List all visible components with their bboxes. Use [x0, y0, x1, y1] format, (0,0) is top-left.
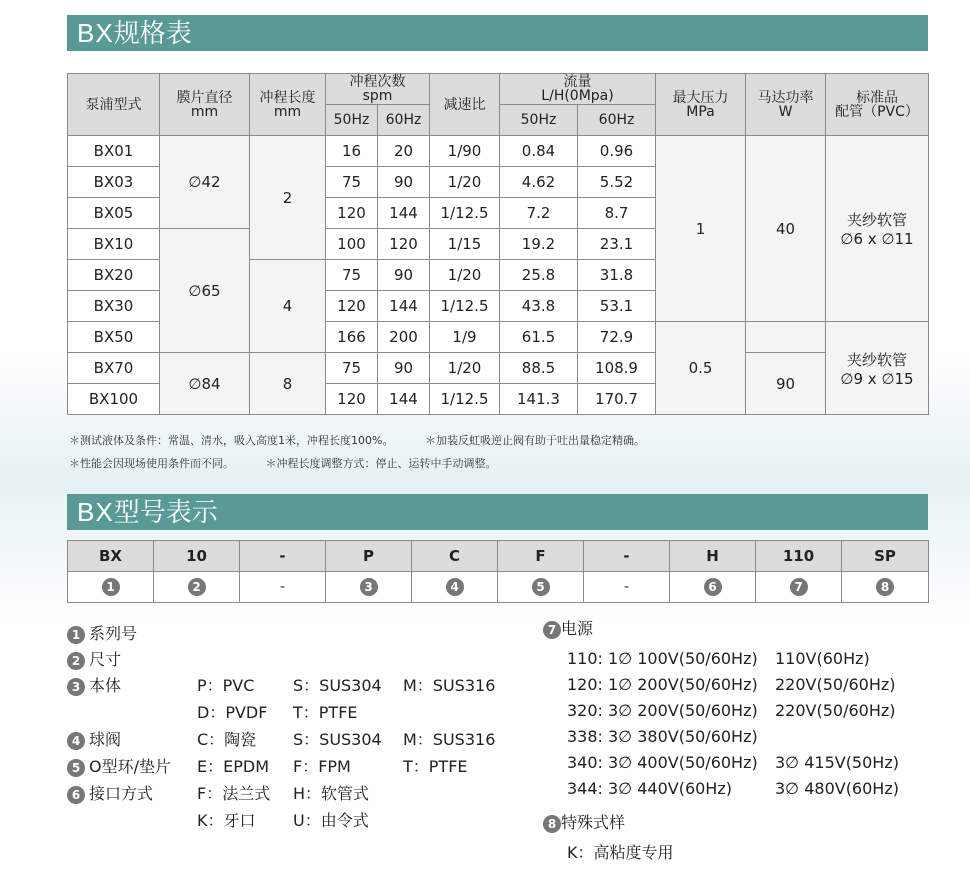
- cell-pressure: 0.5: [656, 322, 746, 415]
- model-code-row: [68, 541, 929, 572]
- cell-pressure: 1: [656, 136, 746, 322]
- cell-flow50: 4.62: [500, 167, 578, 198]
- cell-spm50: 120: [326, 384, 378, 415]
- special-option: K：高粘度专用: [567, 843, 674, 862]
- cell-model: BX20: [68, 260, 160, 291]
- number-badge: 3: [67, 678, 85, 696]
- header-model: 泵浦型式: [68, 74, 160, 136]
- cell-spm60: 90: [378, 167, 430, 198]
- mark-cell: [756, 572, 842, 603]
- mark-cell: [842, 572, 929, 603]
- cell-spm50: 75: [326, 167, 378, 198]
- cell-spm60: 20: [378, 136, 430, 167]
- model-code-banner: [67, 494, 928, 530]
- cell-diameter: ∅42: [160, 136, 250, 229]
- mark-cell: [326, 572, 412, 603]
- legend-item-special: 8 特殊式样: [543, 810, 625, 833]
- note-performance: ＊性能会因现场使用条件而不同。: [69, 457, 234, 470]
- cell-flow60: 23.1: [578, 229, 656, 260]
- cell-spm60: 90: [378, 260, 430, 291]
- cell-pipe: 夹纱软管 ∅9 x ∅15: [826, 322, 929, 415]
- number-badge: 5: [532, 578, 550, 596]
- cell-flow60: 170.7: [578, 384, 656, 415]
- cell-ratio: 1/9: [430, 322, 500, 353]
- banner-title: 规格表: [113, 19, 192, 49]
- mark-cell: [68, 572, 154, 603]
- legend-item-power: 7 电源: [543, 616, 593, 639]
- cell-ratio: 1/15: [430, 229, 500, 260]
- legend-item-oring: 5 O型环/垫片 E：EPDM F：FPM T：PTFE: [67, 754, 527, 777]
- table-row: [68, 353, 929, 384]
- cell-spm50: 166: [326, 322, 378, 353]
- cell-power: 90: [746, 353, 826, 415]
- code-cell: BX: [68, 541, 154, 572]
- cell-ratio: 1/12.5: [430, 198, 500, 229]
- cell-model: BX50: [68, 322, 160, 353]
- cell-model: BX05: [68, 198, 160, 229]
- header-spm-50hz: 50Hz: [326, 105, 378, 136]
- number-badge: 1: [67, 626, 85, 644]
- code-cell: -: [584, 541, 670, 572]
- cell-spm60: 200: [378, 322, 430, 353]
- cell-spm50: 120: [326, 198, 378, 229]
- mark-cell: -: [584, 572, 670, 603]
- cell-spm60: 144: [378, 291, 430, 322]
- number-badge: 5: [67, 759, 85, 777]
- code-cell: H: [670, 541, 756, 572]
- cell-spm50: 75: [326, 260, 378, 291]
- cell-flow60: 0.96: [578, 136, 656, 167]
- cell-spm50: 120: [326, 291, 378, 322]
- banner-bx: BX: [77, 18, 114, 48]
- legend-right: 7 电源 110: 1∅ 100V(50/60Hz) 110V(60Hz) 120: 1∅ 200V(50/60Hz) 220V(50/60Hz) 320: 3∅ 200V(50/60Hz) 220V(50/60Hz) 338: 3∅ 380V(50/60Hz) 340: 3∅ 400V(50/60Hz) 3∅ 415V(50Hz) 344: 3∅ 440V(60Hz) 3∅ 480V(60Hz) 8 特殊式样 K：高粘度专用: [543, 616, 943, 856]
- header-stroke: 冲程长度 mm: [250, 74, 326, 136]
- header-diameter: 膜片直径 mm: [160, 74, 250, 136]
- code-cell: F: [498, 541, 584, 572]
- spec-table-banner: [67, 15, 928, 51]
- cell-model: BX03: [68, 167, 160, 198]
- cell-spm60: 144: [378, 198, 430, 229]
- mark-cell: [154, 572, 240, 603]
- cell-pipe: 夹纱软管 ∅6 x ∅11: [826, 136, 929, 322]
- number-badge: 6: [704, 578, 722, 596]
- header-spm-60hz: 60Hz: [378, 105, 430, 136]
- banner-title: 型号表示: [113, 498, 218, 528]
- cell-stroke: 2: [250, 136, 326, 260]
- mark-cell: [670, 572, 756, 603]
- cell-ratio: 1/12.5: [430, 384, 500, 415]
- code-cell: -: [240, 541, 326, 572]
- cell-flow50: 25.8: [500, 260, 578, 291]
- cell-flow50: 141.3: [500, 384, 578, 415]
- number-badge: 4: [446, 578, 464, 596]
- legend-item-ball-valve: 4 球阀 C：陶瓷 S：SUS304 M：SUS316: [67, 727, 527, 750]
- banner-bx: BX: [77, 497, 114, 527]
- cell-diameter: ∅65: [160, 229, 250, 353]
- header-pipe: 标准品 配管（PVC）: [826, 74, 929, 136]
- cell-flow60: 53.1: [578, 291, 656, 322]
- cell-flow60: 108.9: [578, 353, 656, 384]
- number-badge: 2: [67, 652, 85, 670]
- number-badge: 7: [790, 578, 808, 596]
- header-flow-50hz: 50Hz: [500, 105, 578, 136]
- cell-ratio: 1/12.5: [430, 291, 500, 322]
- header-pressure: 最大压力 MPa: [656, 74, 746, 136]
- cell-spm50: 75: [326, 353, 378, 384]
- cell-power: 40: [746, 136, 826, 322]
- cell-flow50: 19.2: [500, 229, 578, 260]
- note-check-valve: ＊加装反虹吸逆止阀有助于吐出量稳定精确。: [424, 434, 645, 447]
- legend-item-connection: 6 接口方式 F：法兰式 H：软管式: [67, 781, 527, 804]
- cell-ratio: 1/20: [430, 167, 500, 198]
- cell-flow50: 61.5: [500, 322, 578, 353]
- cell-flow60: 8.7: [578, 198, 656, 229]
- cell-spm50: 100: [326, 229, 378, 260]
- legend-item-series: 1 系列号: [67, 621, 137, 644]
- cell-stroke: 8: [250, 353, 326, 415]
- cell-flow50: 88.5: [500, 353, 578, 384]
- cell-flow50: 7.2: [500, 198, 578, 229]
- cell-spm60: 120: [378, 229, 430, 260]
- code-cell: P: [326, 541, 412, 572]
- cell-power-empty: [746, 322, 826, 353]
- cell-model: BX01: [68, 136, 160, 167]
- cell-model: BX30: [68, 291, 160, 322]
- header-spm: 冲程次数 spm: [326, 74, 430, 105]
- cell-ratio: 1/20: [430, 260, 500, 291]
- cell-flow50: 43.8: [500, 291, 578, 322]
- number-badge: 3: [360, 578, 378, 596]
- cell-spm50: 16: [326, 136, 378, 167]
- legend-left: 1 系列号 2 尺寸 3 本体 P：PVC S：SUS304 M：SUS316 D：PVDF T：PTFE 4 球阀 C：陶瓷 S：SUS304 M：SUS316 5 O型环/垫片 E：EPDM F：FPM T：PTFE 6 接口方式 F：法兰式 H：软管式 K：牙口 U：由令式: [67, 621, 527, 831]
- spec-header-row: [68, 74, 929, 105]
- note-test-conditions: ＊测试液体及条件：常温、清水，吸入高度1米，冲程长度100%。: [69, 434, 394, 447]
- cell-ratio: 1/90: [430, 136, 500, 167]
- number-badge: 6: [67, 786, 85, 804]
- cell-ratio: 1/20: [430, 353, 500, 384]
- model-code-table: [67, 540, 929, 603]
- code-cell: 10: [154, 541, 240, 572]
- cell-flow60: 31.8: [578, 260, 656, 291]
- notes-line-1: [69, 432, 673, 448]
- cell-flow60: 5.52: [578, 167, 656, 198]
- cell-spm60: 90: [378, 353, 430, 384]
- note-stroke-adjust: ＊冲程长度调整方式：停止、运转中手动调整。: [265, 457, 497, 470]
- cell-stroke: 4: [250, 260, 326, 353]
- number-badge: 1: [102, 578, 120, 596]
- number-badge: 2: [188, 578, 206, 596]
- number-badge: 8: [876, 578, 894, 596]
- mark-cell: [498, 572, 584, 603]
- mark-cell: -: [240, 572, 326, 603]
- cell-flow50: 0.84: [500, 136, 578, 167]
- cell-model: BX100: [68, 384, 160, 415]
- table-row: [68, 136, 929, 167]
- number-badge: 4: [67, 732, 85, 750]
- header-flow-60hz: 60Hz: [578, 105, 656, 136]
- number-badge: 8: [543, 815, 561, 833]
- number-badge: 7: [543, 621, 561, 639]
- header-flow: 流量 L/H(0Mpa): [500, 74, 656, 105]
- model-mark-row: [68, 572, 929, 603]
- cell-diameter: ∅84: [160, 353, 250, 415]
- cell-flow60: 72.9: [578, 322, 656, 353]
- cell-model: BX10: [68, 229, 160, 260]
- mark-cell: [412, 572, 498, 603]
- cell-spm60: 144: [378, 384, 430, 415]
- legend-item-body: 3 本体 P：PVC S：SUS304 M：SUS316: [67, 673, 527, 696]
- cell-model: BX70: [68, 353, 160, 384]
- code-cell: C: [412, 541, 498, 572]
- notes-line-2: [69, 455, 525, 471]
- legend-item-size: 2 尺寸: [67, 647, 121, 670]
- header-power: 马达功率 W: [746, 74, 826, 136]
- code-cell: SP: [842, 541, 929, 572]
- header-ratio: 减速比: [430, 74, 500, 136]
- spec-table: [67, 73, 929, 415]
- code-cell: 110: [756, 541, 842, 572]
